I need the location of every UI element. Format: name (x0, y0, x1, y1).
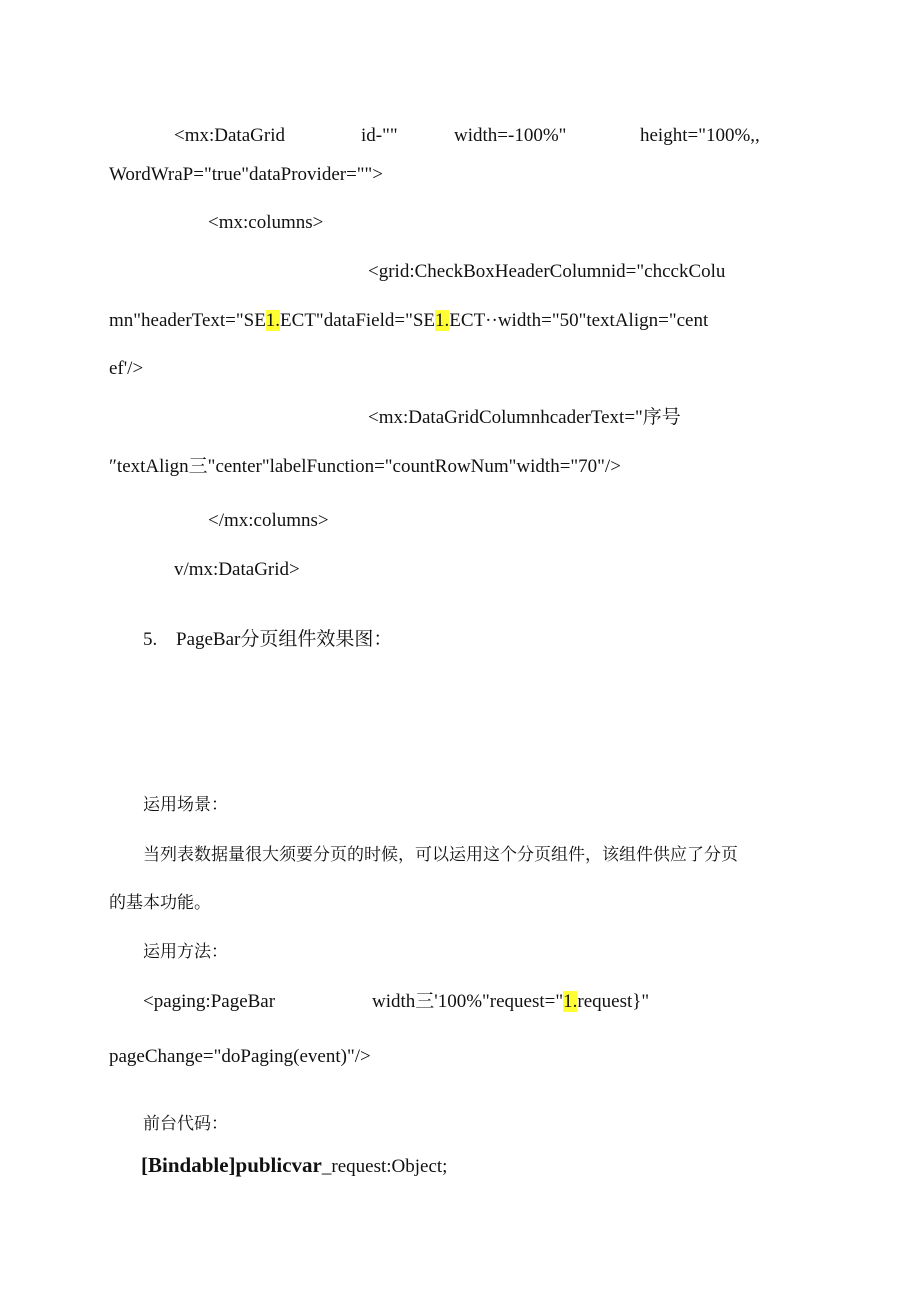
code-line-5 (109, 309, 708, 333)
code-line-9: </mx:columns> (208, 510, 329, 531)
code-line-10: v/mx:DataGrid> (174, 559, 300, 580)
scene-label: 运用场景： (143, 795, 228, 815)
code-line-1b: id-"" (361, 125, 398, 146)
method-label: 运用方法： (143, 942, 228, 962)
scene-text-2: 的基本功能。 (109, 893, 211, 913)
code-line-1a: <mx:DataGrid (174, 125, 285, 146)
code-line-7: <mx:DataGridColumnhcaderText="序号 (368, 407, 681, 428)
code-line-6: ef'/> (109, 358, 144, 379)
frontend-code-bold: [Bindable]publicvar (141, 1153, 322, 1177)
highlight-3: 1. (563, 991, 578, 1012)
frontend-code-rest: _request:Object; (321, 1156, 448, 1177)
method-line-1 (372, 990, 649, 1014)
code-line-5a: mn"headerText="SE (109, 310, 266, 331)
highlight-1: 1. (265, 310, 281, 331)
code-line-5c: ECT··width="50"textAlign="cent (449, 310, 709, 331)
code-line-4: <grid:CheckBoxHeaderColumnid="chcckColu (368, 261, 726, 282)
frontend-label: 前台代码： (143, 1114, 228, 1134)
code-line-8: ″textAlign三"center"labelFunction="countRowNum"width="70"/> (109, 456, 621, 477)
method-line-1a: <paging:PageBar (143, 991, 276, 1012)
code-line-2: WordWraP="true"dataProvider=""> (109, 164, 384, 185)
code-line-3: <mx:columns> (208, 212, 324, 233)
method-line-2: pageChange="doPaging(event)"/> (109, 1046, 371, 1067)
scene-text-1: 当列表数据量很大须要分页的时候，可以运用这个分页组件，该组件供应了分页 (143, 845, 738, 865)
method-line-1b: width三'100%"request=" (372, 991, 564, 1012)
section-number: 5. (143, 629, 158, 650)
code-line-1c: width=-100%" (454, 125, 567, 146)
frontend-code-line (141, 1153, 447, 1179)
highlight-2: 1. (435, 310, 450, 331)
section-title: PageBar分页组件效果图： (176, 629, 393, 650)
code-line-5b: ECT"dataField="SE (280, 310, 436, 331)
method-line-1c: request}" (577, 991, 650, 1012)
code-line-1d: height="100%,, (640, 125, 760, 146)
